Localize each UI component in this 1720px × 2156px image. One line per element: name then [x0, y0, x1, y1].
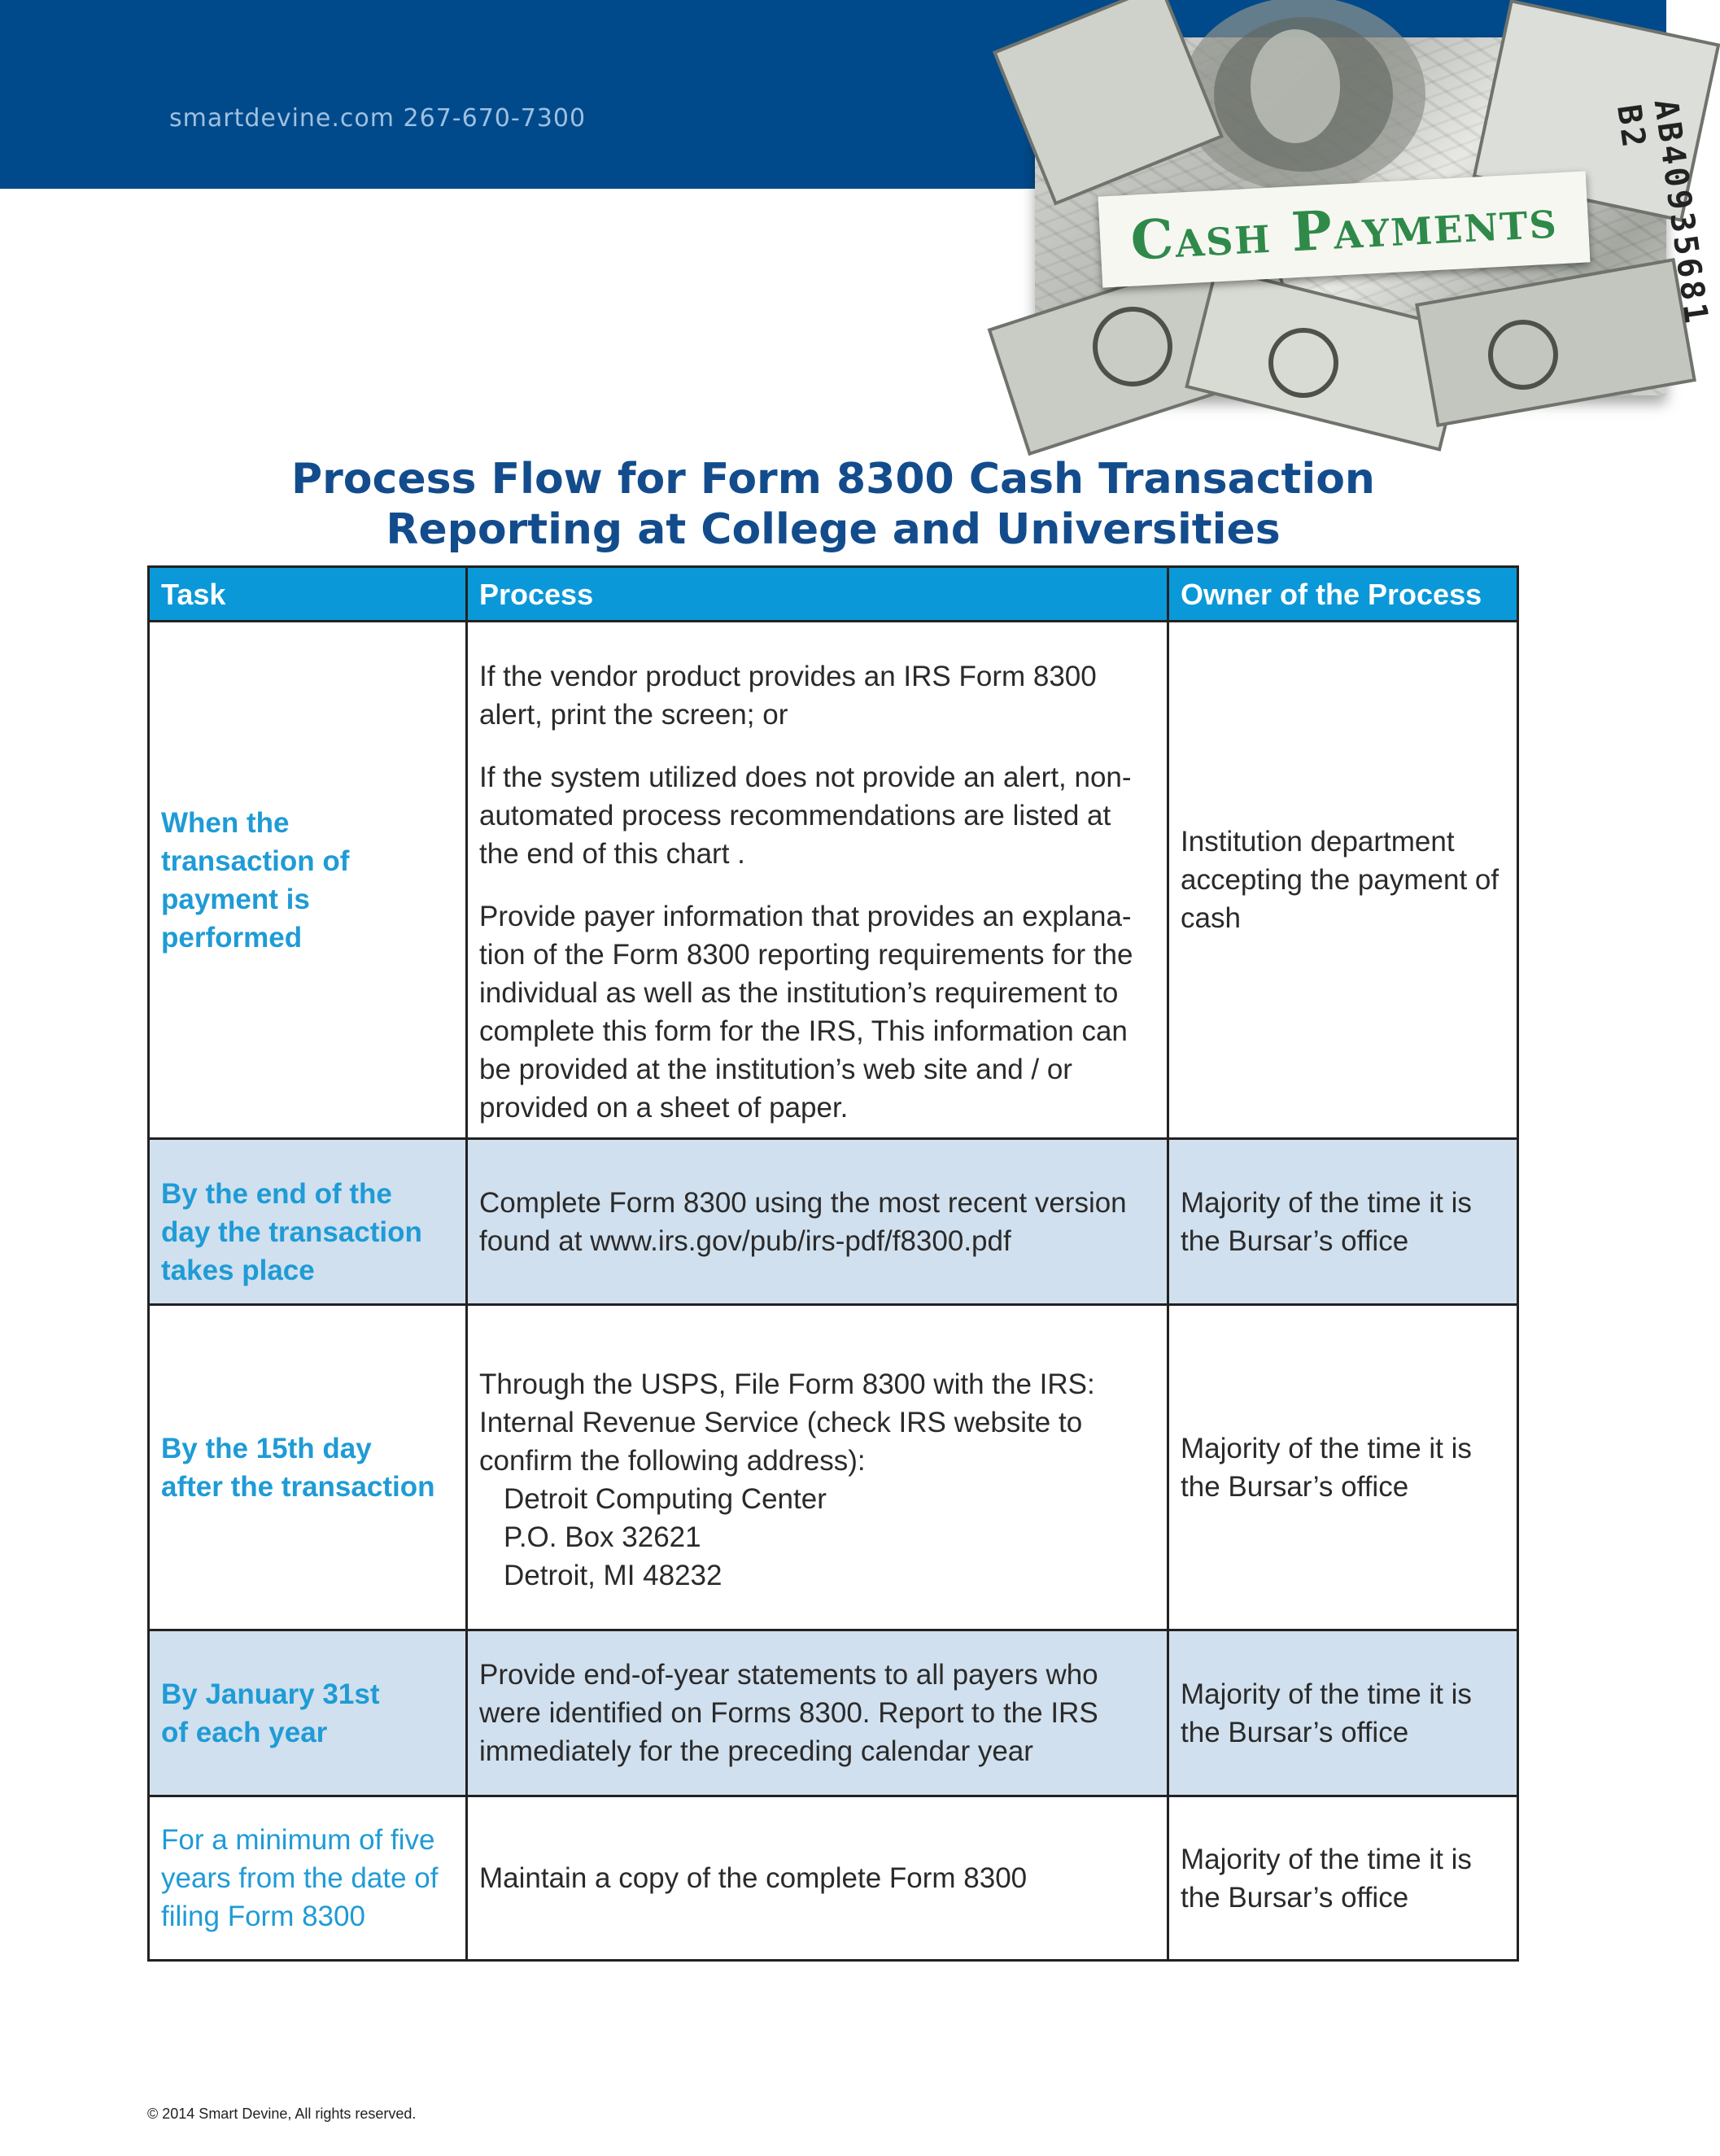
process-cell	[468, 622, 1169, 1137]
process-line: Internal Revenue Service (check IRS website to	[479, 1406, 1083, 1438]
header-process: Process	[468, 568, 1169, 620]
bill-serial-number: AB40935681 B2	[1609, 97, 1716, 329]
task-cell	[150, 1797, 468, 1959]
table-row	[150, 1303, 1517, 1629]
process-flow-table	[147, 565, 1519, 1962]
title-line-2: Reporting at College and Universities	[386, 505, 1281, 554]
owner-cell: Majority of the time it is the Bursar’s office	[1181, 1186, 1472, 1257]
title-line-1: Process Flow for Form 8300 Cash Transaction	[291, 455, 1375, 504]
address-line: Detroit Computing Center	[504, 1482, 827, 1515]
task-cell	[150, 622, 468, 1137]
task-line: of each year	[161, 1716, 328, 1748]
task-line: By January 31st	[161, 1678, 380, 1710]
owner-cell: Majority of the time it is the Bursar’s office	[1181, 1843, 1472, 1914]
process-paragraph: If the system utilized does not provide an alert, non-automated process recommendations are listed at the end of this chart .	[479, 762, 1132, 870]
address-line: Detroit, MI 48232	[504, 1559, 722, 1591]
header-task: Task	[150, 568, 468, 620]
task-line: takes place	[161, 1255, 315, 1286]
owner-cell: Majority of the time it is the Bursar’s office	[1181, 1432, 1472, 1503]
table-row	[150, 620, 1517, 1137]
task-line: filing Form 8300	[161, 1901, 365, 1932]
process-line: Through the USPS, File Form 8300 with the IRS:	[479, 1368, 1095, 1400]
task-line: payment is	[161, 883, 310, 915]
process-cell	[468, 1306, 1169, 1629]
task-cell	[150, 1631, 468, 1795]
task-line: For a minimum of five	[161, 1824, 435, 1856]
process-cell: Provide end-of-year statements to all payers who were identified on Forms 8300. Report to the IRS immediately for the preceding calendar year	[468, 1631, 1169, 1795]
process-cell: Maintain a copy of the complete Form 8300	[468, 1797, 1169, 1959]
task-line: after the transaction	[161, 1470, 435, 1503]
address-line: P.O. Box 32621	[504, 1521, 701, 1553]
cash-payments-photo	[1035, 37, 1716, 395]
page-title	[146, 454, 1520, 555]
task-line: years from the date of	[161, 1862, 439, 1894]
process-paragraph: If the vendor product provides an IRS Form 8300 alert, print the screen; or	[479, 661, 1097, 731]
process-line: confirm the following address):	[479, 1444, 866, 1477]
process-cell: Complete Form 8300 using the most recent version found at www.irs.gov/pub/irs-pdf/f8300.pdf	[468, 1140, 1169, 1303]
task-line: When the	[161, 806, 290, 839]
task-line: By the 15th day	[161, 1432, 372, 1464]
owner-cell: Institution department accepting the payment of cash	[1181, 826, 1500, 934]
header-owner: Owner of the Process	[1181, 577, 1482, 611]
task-cell	[150, 1140, 468, 1303]
task-line: performed	[161, 921, 303, 954]
cash-payments-text: Cash Payments	[1128, 186, 1560, 273]
table-row	[150, 1629, 1517, 1795]
task-line: day the transaction	[161, 1216, 422, 1248]
task-cell	[150, 1306, 468, 1629]
task-line: transaction of	[161, 845, 350, 877]
copyright-footer: © 2014 Smart Devine, All rights reserved.	[147, 2106, 417, 2122]
task-line: By the end of the	[161, 1178, 392, 1210]
owner-cell: Majority of the time it is the Bursar’s office	[1181, 1678, 1472, 1748]
table-row	[150, 1137, 1517, 1303]
table-header-row	[150, 568, 1517, 620]
table-row	[150, 1795, 1517, 1959]
process-paragraph: Provide payer information that provides an explana-tion of the Form 8300 reporting requirements for the individual as well as the institution’s requirement to complete this form for the IRS, This information can be provided at the institution’s web site and / or provided on a sheet of paper.	[479, 901, 1133, 1124]
contact-info: smartdevine.com 267-670-7300	[169, 104, 587, 133]
